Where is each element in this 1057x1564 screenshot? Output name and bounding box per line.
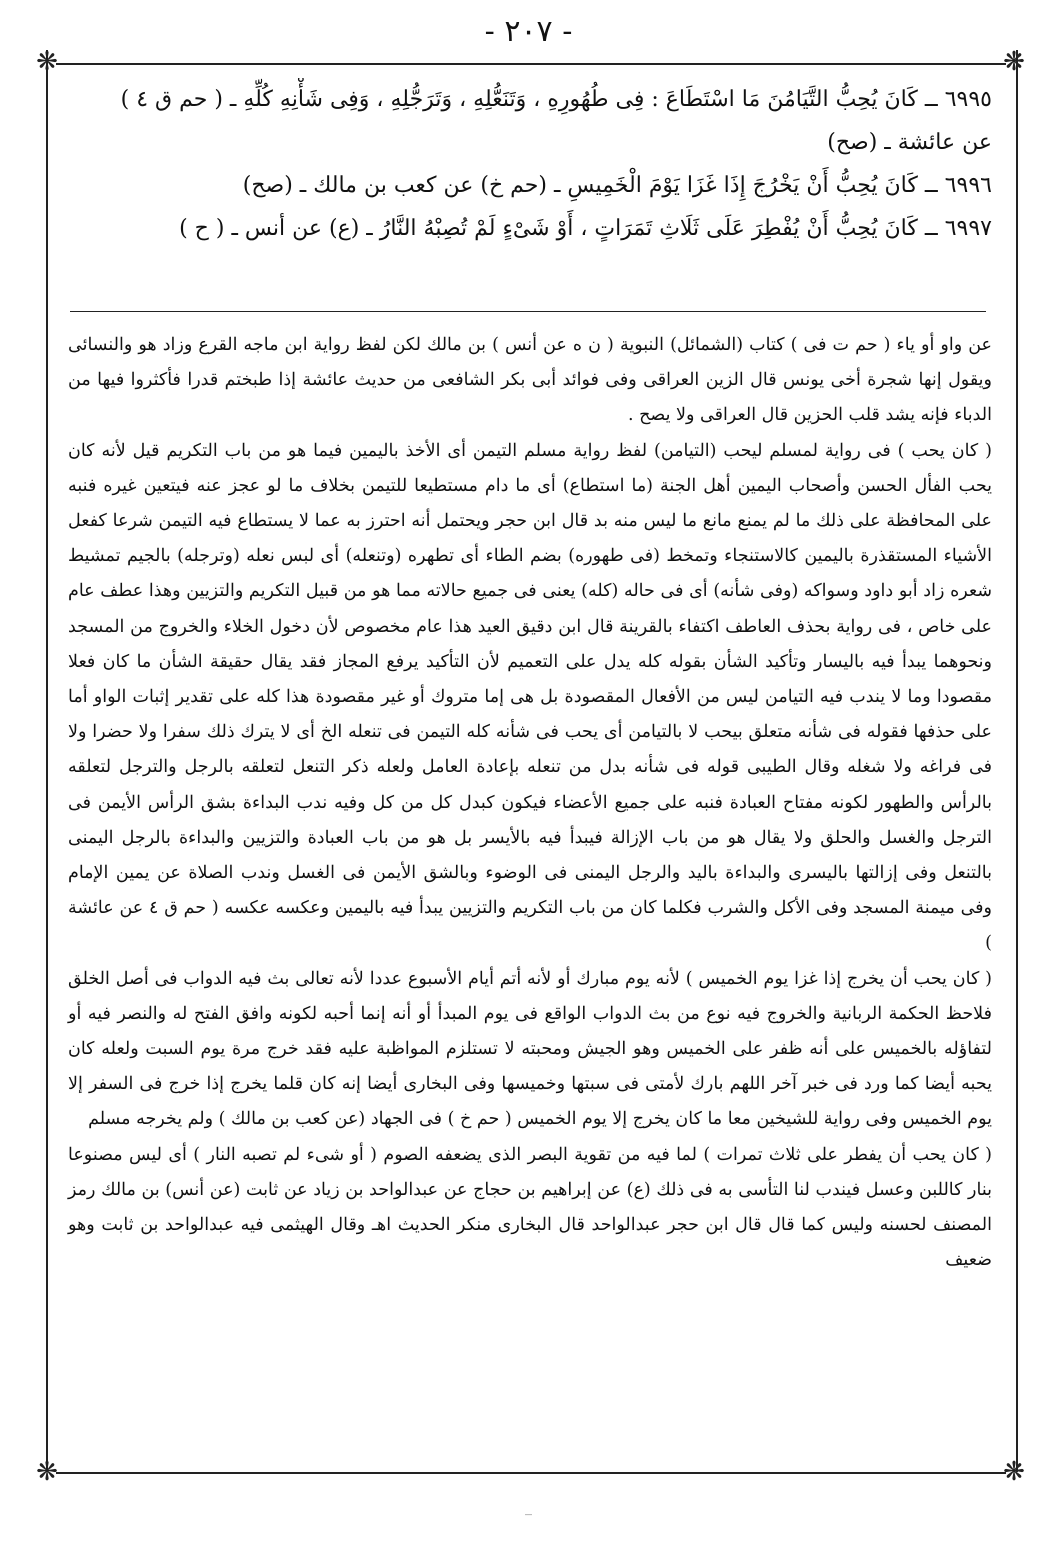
- bottom-mark: _: [525, 1500, 532, 1516]
- hadith-6995-source: عن عائشة ـ (صح): [827, 130, 992, 155]
- hadith-6995: ٦٩٩٥ ــ كَانَ يُحِبُّ التَّيَامُنَ مَا اسْتَطَاعَ : فِى طُهُورِهِ ، وَتَنَعُّلِهِ ، وَتَرَجُّلِهِ ، وَفِى شَأْنِهِ كُلِّهِ ـ ( حم ق ٤ ): [120, 87, 992, 112]
- ornament-bottom-right: ❋: [1003, 1457, 1025, 1487]
- section-divider: [70, 311, 986, 312]
- ornament-bottom-left: ❋: [36, 1457, 58, 1487]
- hadith-6997: ٦٩٩٧ ــ كَانَ يُحِبُّ أَنْ يُفْطِرَ عَلَى ثَلَاثِ تَمَرَاتٍ ، أَوْ شَىْءٍ لَمْ تُصِبْهُ النَّارُ ـ (ع) عن أنس ـ ( ح ): [179, 216, 992, 241]
- commentary-paragraph-2: ( كان يحب ) فى رواية لمسلم ليحب (التيامن) لفظ رواية مسلم التيمن أى الأخذ باليمين فيما هو من باب التكريم قيل لأنه كان يحب الفأل الحسن وأصحاب اليمين أهل الجنة (ما استطاع) أى ما دام مستطيعا للتيمن بخلاف ما لو عجز عنه فيتعين غيره فنبه على المحافظة على ذلك ما لم يمنع مانع ما ليس منه بد قال ابن حجر ويحتمل أنه احترز به عما لا يستطاع فيه التيمن شرعا كفعل الأشياء المستقذرة باليمين كالاستنجاء وتمخط (فى طهوره) بضم الطاء أى تطهره (وتنعله) أى لبس نعله (وترجله) بالجيم تمشيط شعره زاد أبو داود وسواكه (وفى شأنه) أى فى حاله (كله) يعنى فى جميع حالاته مما هو من قبيل التكريم والتزيين وهذا عطف عام على خاص ، فى رواية بحذف العاطف اكتفاء بالقرينة قال ابن دقيق العيد هذا عام مخصوص لأن دخول الخلاء والخروج من المسجد ونحوهما يبدأ فيه باليسار وتأكيد الشأن بقوله كله يدل على التعميم لأن التأكيد يرفع المجاز فقد يقال حقيقة الشأن ما كان فعلا مقصودا وما لا يندب فيه التيامن ليس من الأفعال المقصودة بل هى إما متروك أو غير مقصودة هذا كله على تقدير إثبات الواو أما على حذفها فقوله فى شأنه متعلق بيحب لا بالتيامن أى يحب فى شأنه كله التيمن فى تنعله الخ أى لا يترك ذلك سفرا ولا حضرا ولا فى فراغه ولا شغله وقال الطيبى قوله فى شأنه بدل من تنعله بإعادة العامل ولعله ذكر التنعل لتعلقه بالرجل والترجل لتعلقه بالرأس والطهور لكونه مفتاح العبادة فنبه على جميع الأعضاء فيكون كبدل كل من كل وفيه ندب البداءة بشق الرأس الأيمن فى الترجل والغسل والحلق ولا يقال هو من باب الإزالة فيبدأ فيه بالأيسر بل هو من باب العبادة والتزيين والبداءة بالرجل اليمنى بالتنعل وفى إزالتها باليسرى والبداءة باليد والرجل اليمنى فى الوضوء وبالشق الأيمن فى الغسل وندب الصلاة عن يمين الإمام وفى ميمنة المسجد وفى الأكل والشرب فكلما كان من باب التكريم والتزيين يبدأ فيه باليمين وعكسه عكسه ( حم ق ٤ عن عائشة ): [68, 440, 992, 954]
- commentary-section: [68, 328, 992, 1278]
- ornament-top-left: ❋: [36, 47, 58, 77]
- hadith-6996: ٦٩٩٦ ــ كَانَ يُحِبُّ أَنْ يَخْرُجَ إِذَا غَزَا يَوْمَ الْخَمِيسِ ـ (حم خ) عن كعب بن مالك ـ (صح): [242, 173, 992, 198]
- frame-top-line: [56, 63, 1006, 65]
- matn-section: [68, 78, 992, 250]
- commentary-paragraph-3: ( كان يحب أن يخرج إذا غزا يوم الخميس ) لأنه يوم مبارك أو لأنه أتم أيام الأسبوع عددا لأنه تعالى بث فيه الدواب فى أصل الخلق فلاحظ الحكمة الربانية والخروج فيه نوع من بث الدواب الواقع فى يوم المبدأ أو أنه إنما أحبه لكونه وافق الفتح له والنصر فيه أو لتفاؤله بالخميس على أنه ظفر على الخميس وهو الجيش ومحبته لا تستلزم المواظبة عليه فقد خرج مرة يوم السبت ولعله كان يحبه أيضا كما ورد فى خبر آخر اللهم بارك لأمتى فى سبتها وخميسها وفى البخارى أيضا إنه كان قلما يخرج إذا خرج فى السفر إلا يوم الخميس وفى رواية للشيخين معا ما كان يخرج إلا يوم الخميس ( حم خ ) فى الجهاد (عن كعب بن مالك ) ولم يخرجه مسلم: [68, 968, 992, 1130]
- commentary-paragraph-1: عن واو أو ياء ( حم ت فى ) كتاب (الشمائل) النبوية ( ن ه عن أنس ) بن مالك لكن لفظ رواية ابن ماجه القرع وزاد هو والنسائى ويقول إنها شجرة أخى يونس قال الزين العراقى وفى فوائد أبى بكر الشافعى من حديث عائشة إذا طبختم قدرا فأكثروا فيها من الدباء فإنه يشد قلب الحزين قال العراقى ولا يصح .: [68, 335, 992, 426]
- frame-bottom-line: [56, 1472, 1006, 1474]
- page-number: - ٢٠٧ -: [484, 14, 573, 49]
- ornament-top-right: ❋: [1003, 47, 1025, 77]
- commentary-paragraph-4: ( كان يحب أن يفطر على ثلاث تمرات ) لما فيه من تقوية البصر الذى يضعفه الصوم ( أو شىء لم تصبه النار ) أى ليس مصنوعا بنار كاللبن وعسل فيندب لنا التأسى به فى ذلك (ع) عن إبراهيم بن حجاج عن عبدالواحد بن زياد عن ثابت (عن أنس) بن مالك رمز المصنف لحسنه وليس كما قال قال ابن حجر عبدالواحد قال البخارى منكر الحديث اهـ وقال الهيثمى فيه عبدالواحد بن ثابت وهو ضعيف: [68, 1144, 992, 1271]
